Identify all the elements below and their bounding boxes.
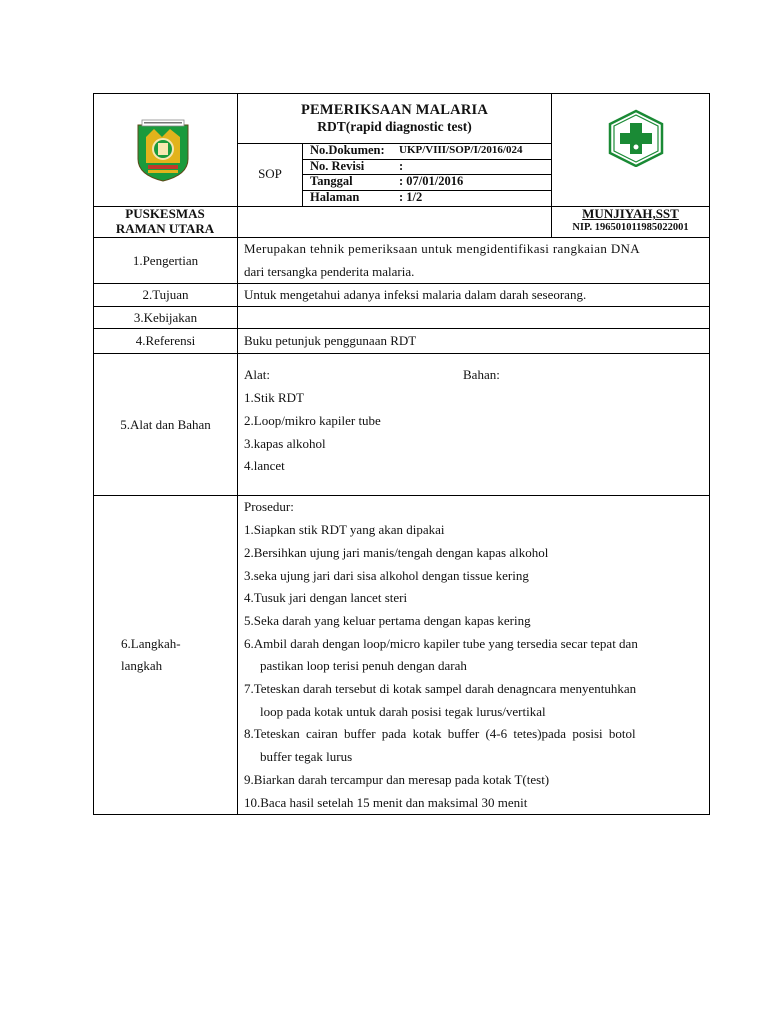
- procedure-step-continuation: loop pada kotak untuk darah posisi tegak lurus/vertikal: [260, 703, 546, 719]
- label-langkah-line-2: langkah: [121, 658, 163, 674]
- content-alat-bahan: [238, 354, 710, 496]
- org-name-line-1: PUSKESMAS: [125, 206, 205, 221]
- row-referensi: [94, 329, 710, 354]
- content-kebijakan: [238, 307, 710, 329]
- official-nip: NIP. 196501011985022001: [572, 222, 689, 233]
- official-name: MUNJIYAH,SST: [582, 206, 679, 221]
- prosedur-title: Prosedur:: [244, 499, 294, 515]
- sop-content-table: [93, 237, 710, 815]
- meta-label-date: Tanggal: [310, 174, 353, 188]
- content-referensi: Buku petunjuk penggunaan RDT: [238, 329, 710, 354]
- health-emblem-logo: [607, 109, 665, 167]
- label-langkah-line-1: 6.Langkah-: [121, 635, 181, 651]
- bahan-title: Bahan:: [463, 367, 500, 383]
- meta-value-revision: :: [399, 159, 404, 173]
- meta-value-document: UKP/VIII/SOP/I/2016/024: [399, 144, 523, 156]
- org-name: [93, 206, 237, 236]
- label-alat-bahan: 5.Alat dan Bahan: [94, 354, 238, 496]
- meta-label-document: No.Dokumen:: [310, 143, 385, 157]
- procedure-step: 3.seka ujung jari dari sisa alkohol dengan tissue kering: [244, 567, 529, 583]
- meta-value-date: : 07/01/2016: [399, 174, 464, 188]
- content-pengertian: [238, 238, 710, 284]
- procedure-step: 7.Teteskan darah tersebut di kotak sampel darah denagncara menyentuhkan: [244, 681, 637, 697]
- meta-label-page: Halaman: [310, 190, 360, 204]
- procedure-step: 2.Bersihkan ujung jari manis/tengah dengan kapas alkohol: [244, 544, 549, 560]
- alat-bahan-titles: [244, 364, 703, 387]
- label-tujuan: 2.Tujuan: [94, 284, 238, 307]
- content-tujuan: Untuk mengetahui adanya infeksi malaria dalam darah seseorang.: [238, 284, 710, 307]
- sop-label: SOP: [258, 166, 282, 181]
- org-name-line-2: RAMAN UTARA: [115, 221, 215, 236]
- document-title: PEMERIKSAAN MALARIA: [300, 102, 489, 118]
- procedure-step: 4.Tusuk jari dengan lancet steri: [244, 590, 408, 606]
- alat-item: 1.Stik RDT: [244, 390, 304, 406]
- district-crest-logo: [136, 119, 190, 183]
- row-tujuan: [94, 284, 710, 307]
- procedure-step: 6.Ambil darah dengan loop/micro kapiler tube yang tersedia secar tepat dan: [244, 635, 638, 651]
- procedure-step-continuation: pastikan loop terisi penuh dengan darah: [260, 658, 467, 674]
- procedure-step-continuation: buffer tegak lurus: [260, 749, 353, 765]
- procedure-step: 5.Seka darah yang keluar pertama dengan kapas kering: [244, 612, 531, 628]
- meta-label-revision: No. Revisi: [310, 159, 365, 173]
- header-border-top: [93, 93, 710, 94]
- alat-item: 3.kapas alkohol: [244, 435, 326, 451]
- label-langkah: [94, 496, 238, 815]
- procedure-step: 10.Baca hasil setelah 15 menit dan maksimal 30 menit: [244, 794, 528, 810]
- content-langkah: [238, 496, 710, 815]
- procedure-step: 8.Teteskan cairan buffer pada kotak buffer (4-6 tetes)pada posisi botol: [244, 726, 636, 742]
- row-pengertian: [94, 238, 710, 284]
- meta-value-page: : 1/2: [399, 190, 423, 204]
- pengertian-line-2: dari tersangka penderita malaria.: [244, 263, 415, 279]
- row-alat-bahan: [94, 354, 710, 496]
- alat-item: 2.Loop/mikro kapiler tube: [244, 412, 381, 428]
- label-referensi: 4.Referensi: [94, 329, 238, 354]
- alat-item: 4.lancet: [244, 458, 285, 474]
- row-kebijakan: [94, 307, 710, 329]
- procedure-step: 9.Biarkan darah tercampur dan meresap pada kotak T(test): [244, 771, 550, 787]
- pengertian-line-1: Merupakan tehnik pemeriksaan untuk mengidentifikasi rangkaian DNA: [244, 241, 641, 256]
- label-pengertian: 1.Pengertian: [94, 238, 238, 284]
- header-border-right: [709, 93, 710, 237]
- procedure-step: 1.Siapkan stik RDT yang akan dipakai: [244, 522, 445, 538]
- document-subtitle: RDT(rapid diagnostic test): [317, 119, 472, 134]
- row-langkah: [94, 496, 710, 815]
- alat-title: Alat:: [244, 367, 270, 383]
- label-kebijakan: 3.Kebijakan: [94, 307, 238, 329]
